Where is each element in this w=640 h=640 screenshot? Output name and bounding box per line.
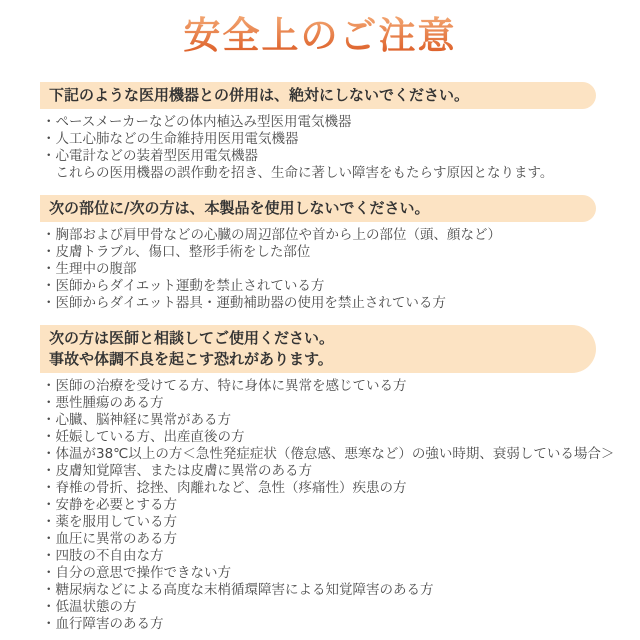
list-item: ・皮膚知覚障害、または皮膚に異常のある方 [42,463,312,480]
list-item: ・医師からダイエット器具・運動補助器の使用を禁止されている方 [42,295,446,312]
list-item: ・医師からダイエット運動を禁止されている方 [42,278,325,295]
section-consult-doctor [0,325,640,633]
section-heading-line: 次の方は医師と相談してご使用ください。 [49,329,335,348]
bullet-list [0,378,640,633]
list-item: ・低温状態の方 [42,599,137,616]
list-item: ・安静を必要とする方 [42,497,177,514]
list-item: ・体温が38℃以上の方＜急性発症症状（倦怠感、悪寒など）の強い時期、衰弱している場合＞ [42,446,615,463]
list-item: ・皮膚トラブル、傷口、整形手術をした部位 [42,244,311,261]
list-item: ・自分の意思で操作できない方 [42,565,231,582]
section-heading-line: 次の部位に/次の方は、本製品を使用しないでください。 [49,199,430,218]
list-item: ・胸部および肩甲骨などの心臓の周辺部位や首から上の部位（頭、顔など） [42,227,501,244]
bullet-list [0,114,640,182]
section-prohibited-medical-devices [0,82,640,182]
list-item: ・悪性腫瘍のある方 [42,395,164,412]
list-item: ・妊娠している方、出産直後の方 [42,429,245,446]
list-item: ・心電計などの装着型医用電気機器 [42,148,258,165]
section-prohibited-areas-people [0,195,640,312]
list-item: ・人工心肺などの生命維持用医用電気機器 [42,131,299,148]
list-item: ・糖尿病などによる高度な末梢循環障害による知覚障害のある方 [42,582,434,599]
section-heading-line: 下記のような医用機器との併用は、絶対にしないでください。 [49,86,470,105]
safety-notice-page [0,12,640,640]
list-item: ・血行障害のある方 [42,616,164,633]
section-heading-line: 事故や体調不良を起こす恐れがあります。 [49,350,333,369]
section-heading-bar [40,195,596,222]
page-title: 安全上のご注意 [0,12,640,58]
list-item: ・医師の治療を受けてる方、特に身体に異常を感じている方 [42,378,407,395]
list-item-note: これらの医用機器の誤作動を招き、生命に著しい障害をもたらす原因となります。 [42,165,554,182]
list-item: ・薬を服用している方 [42,514,177,531]
list-item: ・ペースメーカーなどの体内植込み型医用電気機器 [42,114,352,131]
section-heading-bar [40,82,596,109]
list-item: ・生理中の腹部 [42,261,137,278]
list-item: ・心臓、脳神経に異常がある方 [42,412,231,429]
bullet-list [0,227,640,312]
list-item: ・脊椎の骨折、捻挫、肉離れなど、急性（疼痛性）疾患の方 [42,480,407,497]
list-item: ・血圧に異常のある方 [42,531,177,548]
list-item: ・四肢の不自由な方 [42,548,164,565]
section-heading-bar [40,325,596,373]
